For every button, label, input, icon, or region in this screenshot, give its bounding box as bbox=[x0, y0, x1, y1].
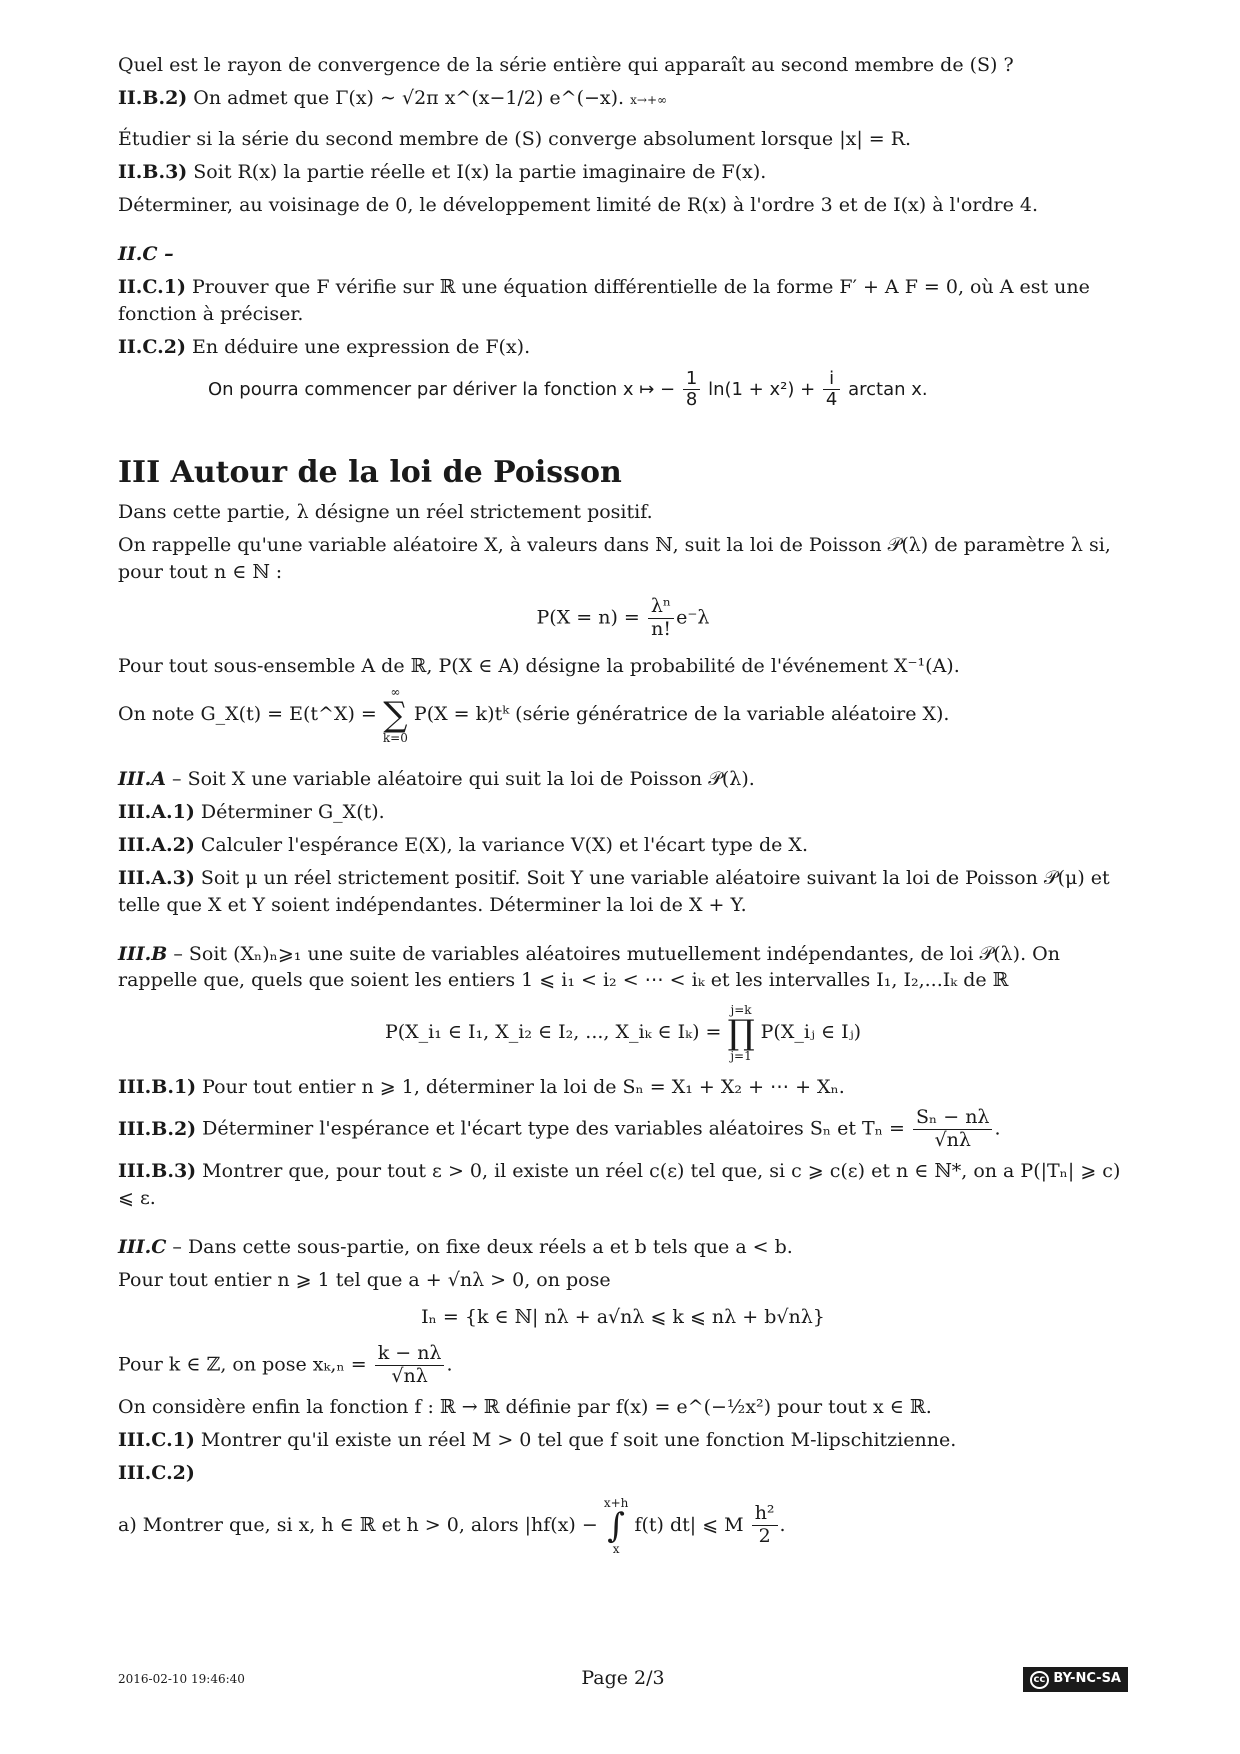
text-line: Étudier si la série du second membre de (S) converge absolument lorsque |x| = R. bbox=[118, 127, 912, 150]
limit-subscript: x→+∞ bbox=[630, 92, 667, 107]
product-operator: j=k ∏ j=1 bbox=[727, 1003, 755, 1064]
fraction bbox=[375, 1343, 445, 1388]
page-number: Page 2/3 bbox=[581, 1667, 665, 1689]
numerator: λⁿ bbox=[648, 596, 674, 619]
subsection-text: – Soit X une variable aléatoire qui suit la loi de Poisson 𝒫(λ). bbox=[172, 767, 755, 790]
equation-text: e⁻λ bbox=[676, 606, 710, 629]
license-text: BY-NC-SA bbox=[1053, 1671, 1121, 1686]
subsection-iiia bbox=[118, 766, 1128, 793]
upper-limit: ∞ bbox=[390, 684, 401, 699]
question-label: III.B.3) bbox=[118, 1160, 197, 1183]
subsection-label: III.B bbox=[118, 942, 168, 965]
equation-poisson bbox=[118, 596, 1128, 641]
question-text: Déterminer G_X(t). bbox=[200, 800, 385, 823]
question-iic2 bbox=[118, 334, 1128, 361]
question-label: III.B.2) bbox=[118, 1117, 197, 1140]
text-line: Déterminer, au voisinage de 0, le développement limité de R(x) à l'ordre 3 et de I(x) à l'ordre 4. bbox=[118, 193, 1039, 216]
equation-text: On note G_X(t) = E(t^X) = bbox=[118, 702, 377, 725]
question-iib2 bbox=[118, 85, 1128, 112]
document-page bbox=[118, 52, 1128, 1561]
subsection-label: III.A bbox=[118, 767, 167, 790]
subsection-iiib bbox=[118, 941, 1128, 995]
denominator: √nλ bbox=[934, 1129, 971, 1152]
equation-text: P(X_iⱼ ∈ Iⱼ) bbox=[760, 1021, 862, 1044]
question-label: II.B.3) bbox=[118, 160, 188, 183]
question-iic1 bbox=[118, 274, 1128, 328]
hint-text: On pourra commencer par dériver la fonction x ↦ − bbox=[208, 378, 676, 400]
question-label: III.A.1) bbox=[118, 800, 195, 823]
question-label: III.C.1) bbox=[118, 1428, 195, 1451]
fraction bbox=[683, 369, 700, 411]
question-text: Montrer que, pour tout ε > 0, il existe un réel c(ε) tel que, si c ⩾ c(ε) et n ∈ ℕ*, on a P(|Tₙ| ⩾ c) ⩽ ε. bbox=[118, 1160, 1121, 1210]
text-line: On considère enfin la fonction f : ℝ → ℝ définie par f(x) = e^(−½x²) pour tout x ∈ ℝ. bbox=[118, 1395, 932, 1418]
generating-series-line bbox=[118, 686, 1128, 744]
question-iiic2 bbox=[118, 1460, 1128, 1487]
subsection-iic bbox=[118, 241, 1128, 268]
equation-text: P(X = n) = bbox=[536, 606, 640, 629]
question-iiib3 bbox=[118, 1158, 1128, 1212]
denominator: √nλ bbox=[391, 1364, 428, 1387]
question-text: Pour tout entier n ⩾ 1, déterminer la loi de Sₙ = X₁ + X₂ + ⋯ + Xₙ. bbox=[202, 1076, 845, 1099]
numerator: k − nλ bbox=[375, 1343, 445, 1366]
question-text: Montrer qu'il existe un réel M > 0 tel que f soit une fonction M-lipschitzienne. bbox=[200, 1428, 957, 1451]
numerator: h² bbox=[752, 1503, 778, 1526]
fraction bbox=[913, 1107, 993, 1152]
equation-text: P(X_i₁ ∈ I₁, X_i₂ ∈ I₂, ..., X_iₖ ∈ Iₖ) = bbox=[384, 1021, 722, 1044]
page-footer bbox=[118, 1665, 1128, 1695]
question-text: Soit μ un réel strictement positif. Soit Y une variable aléatoire suivant la loi de Poisson 𝒫(μ) et telle que X et Y soient indépendantes. Déterminer la loi de X + Y. bbox=[118, 866, 1110, 916]
subsection-text: – Soit (Xₙ)ₙ⩾₁ une suite de variables aléatoires mutuellement indépendantes, de loi 𝒫(λ). On rappelle que, quels que soient les entiers 1 ⩽ i₁ < i₂ < ⋯ < iₖ et les intervalles I₁, I₂,...Iₖ de ℝ bbox=[118, 942, 1060, 992]
upper-limit: j=k bbox=[730, 1003, 752, 1018]
question-label: III.C.2) bbox=[118, 1461, 195, 1484]
sum-operator: ∞ ∑ k=0 bbox=[382, 684, 408, 745]
timestamp: 2016-02-10 19:46:40 bbox=[118, 1672, 245, 1686]
question-label: III.B.1) bbox=[118, 1076, 197, 1099]
integral-operator: x+h ∫ x bbox=[603, 1495, 629, 1556]
subsection-text: – Dans cette sous-partie, on fixe deux réels a et b tels que a < b. bbox=[172, 1236, 793, 1259]
hint-text: arctan x. bbox=[848, 378, 928, 400]
denominator: n! bbox=[651, 617, 671, 640]
equation-text: a) Montrer que, si x, h ∈ ℝ et h > 0, alors |hf(x) − bbox=[118, 1513, 598, 1536]
subsection-label: III.C bbox=[118, 1236, 167, 1259]
question-label: II.C.2) bbox=[118, 335, 187, 358]
question-iib3 bbox=[118, 159, 1128, 186]
question-text: En déduire une expression de F(x). bbox=[192, 335, 531, 358]
question-text: Déterminer l'espérance et l'écart type des variables aléatoires Sₙ et Tₙ = bbox=[202, 1117, 905, 1140]
question-label: III.A.2) bbox=[118, 833, 195, 856]
text-line: Pour tout sous-ensemble A de ℝ, P(X ∈ A) désigne la probabilité de l'événement X⁻¹(A). bbox=[118, 654, 960, 677]
question-text: On admet que Γ(x) ∼ √2π x^(x−1/2) e^(−x). bbox=[193, 86, 625, 109]
question-iiia1 bbox=[118, 799, 1128, 826]
question-text: Calculer l'espérance E(X), la variance V(X) et l'écart type de X. bbox=[200, 833, 808, 856]
question-iiib2: III.B.2) Déterminer l'espérance et l'écart type des variables aléatoires Sₙ et Tₙ = $\frac{\text{Sₙ − nλ}}{√n\lambda}$ . bbox=[118, 1106, 1001, 1152]
equation-text: P(X = k)tᵏ (série génératrice de la variable aléatoire X). bbox=[413, 702, 950, 725]
denominator: 8 bbox=[685, 389, 698, 411]
question-label: II.C.1) bbox=[118, 275, 187, 298]
equation-text: Pour k ∈ ℤ, on pose xₖ,ₙ = bbox=[118, 1353, 367, 1376]
hint-text: ln(1 + x²) + bbox=[708, 378, 816, 400]
upper-limit: x+h bbox=[603, 1495, 629, 1510]
text-line: Dans cette partie, λ désigne un réel strictement positif. bbox=[118, 501, 653, 524]
question-iiib1 bbox=[118, 1074, 1128, 1101]
question-label: II.B.2) bbox=[118, 86, 188, 109]
section-title: III Autour de la loi de Poisson bbox=[118, 455, 622, 491]
equation-interval: Iₙ = {k ∈ ℕ| nλ + a√nλ ⩽ k ⩽ nλ + b√nλ} bbox=[421, 1305, 825, 1328]
question-iiia3 bbox=[118, 865, 1128, 919]
text-line: Pour tout entier n ⩾ 1 tel que a + √nλ > 0, on pose bbox=[118, 1269, 611, 1291]
subsection-label: II.C – bbox=[118, 242, 174, 265]
equation-text: f(t) dt| ⩽ M bbox=[634, 1513, 744, 1536]
subsection-iiic bbox=[118, 1234, 1128, 1261]
denominator: 4 bbox=[825, 389, 838, 411]
fraction bbox=[648, 596, 674, 641]
question-text: Prouver que F vérifie sur ℝ une équation différentielle de la forme F′ + A F = 0, où A est une fonction à préciser. bbox=[118, 275, 1090, 325]
license-badge bbox=[1023, 1667, 1129, 1692]
numerator: i bbox=[823, 369, 840, 391]
question-iiic2a: a) Montrer que, si x, h ∈ ℝ et h > 0, alors |hf(x) − x+h ∫ x f(t) dt| ⩽ M $\frac{\text{h²}}{2}$ . bbox=[118, 1495, 786, 1556]
question-iiic1 bbox=[118, 1427, 1128, 1454]
question-iiia2 bbox=[118, 832, 1128, 859]
equation-independence bbox=[118, 1004, 1128, 1062]
text-line: On rappelle qu'une variable aléatoire X, à valeurs dans ℕ, suit la loi de Poisson 𝒫(λ) de paramètre λ si, pour tout n ∈ ℕ : bbox=[118, 534, 1111, 584]
fraction bbox=[752, 1503, 778, 1548]
fraction bbox=[823, 369, 840, 411]
question-text: Soit R(x) la partie réelle et I(x) la partie imaginaire de F(x). bbox=[193, 160, 767, 183]
numerator: Sₙ − nλ bbox=[913, 1107, 993, 1130]
denominator: 2 bbox=[758, 1525, 771, 1548]
numerator: 1 bbox=[683, 369, 700, 391]
question-label: III.A.3) bbox=[118, 866, 195, 889]
normalized-variable-line: Pour k ∈ ℤ, on pose xₖ,ₙ = $\frac{k - n\lambda}{√n\lambda}$ . bbox=[118, 1341, 453, 1387]
lower-limit: k=0 bbox=[382, 730, 408, 745]
lower-limit: x bbox=[612, 1541, 620, 1556]
text-line: Quel est le rayon de convergence de la série entière qui apparaît au second membre de (S) ? bbox=[118, 54, 1014, 76]
cc-icon: cc bbox=[1030, 1671, 1050, 1689]
lower-limit: j=1 bbox=[730, 1049, 752, 1064]
hint-line bbox=[208, 369, 1128, 411]
